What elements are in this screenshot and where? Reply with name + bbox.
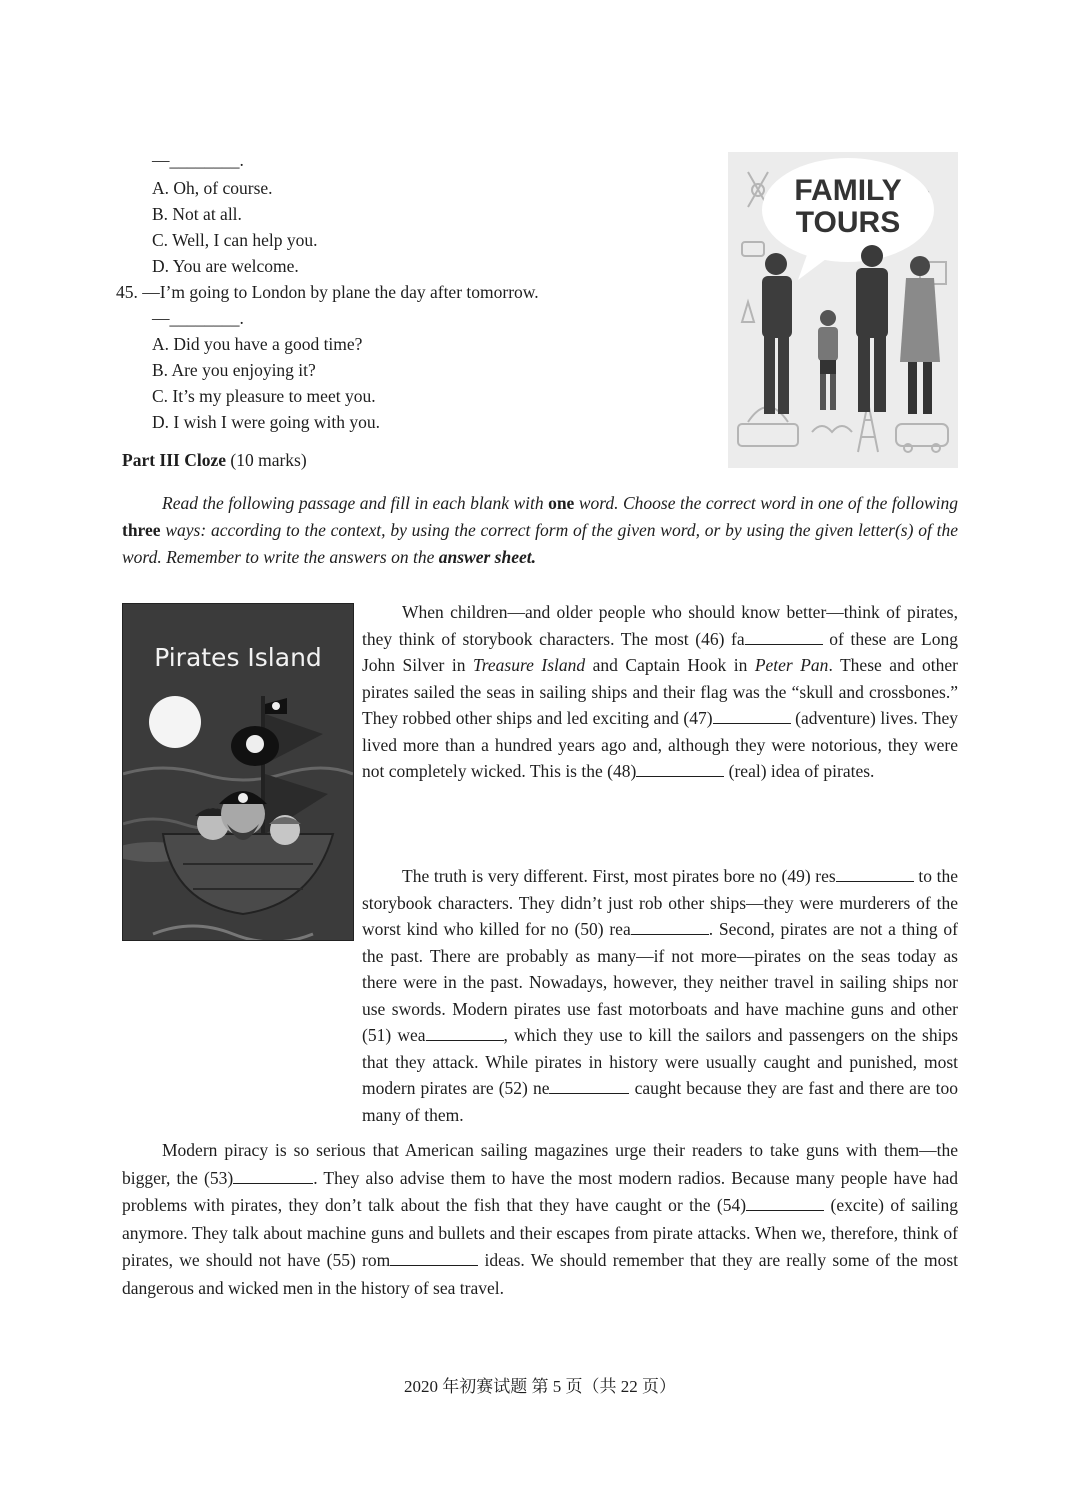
cloze-instructions: Read the following passage and fill in each blank with one word. Choose the correct word in one of the following three ways: according to the context, by using the correct form of the given word, or by using the given letter(s) of the word. Remember to write the answers on the answer sheet.: [122, 493, 958, 567]
paragraph-2-wrap: The truth is very different. First, most pirates bore no (49) res to the storybook characters. They didn’t just rob other ships—they were murderers of the worst kind who killed for no (50) rea . Second, pirates are not a thing of the past. There are probably as many—if not more—pirates on the seas today as there were in the past. Nowadays, however, they neither travel in sailing ships nor use swords. Modern pirates use fast motorboats and have machine guns and other (51) wea , which they use to kill the sailors and passengers on the ships that they attack. While pirates in history were usually caught and punished, most modern pirates are (52) ne caught because they are fast and there are too many of them.: [362, 866, 959, 1125]
q44-option-d: D. You are welcome.: [152, 256, 299, 276]
part-3-title: Part III Cloze: [122, 450, 227, 470]
blank-48[interactable]: [636, 775, 724, 777]
q45-prompt: 45. —I’m going to London by plane the day after tomorrow.: [116, 282, 539, 302]
q44-option-a: A. Oh, of course.: [152, 178, 273, 198]
blank-53[interactable]: [233, 1182, 313, 1184]
family-tours-illustration: [728, 152, 958, 468]
passage-para-3: [122, 1137, 958, 1303]
passage-top: [362, 599, 958, 785]
q45-option-c: C. It’s my pleasure to meet you.: [152, 386, 376, 406]
blank-50[interactable]: [631, 933, 709, 935]
blank-46[interactable]: [745, 643, 823, 645]
blank-47[interactable]: [713, 722, 791, 724]
family-tours-drawing: [728, 152, 958, 468]
passage-bottom: [122, 863, 958, 1128]
q45-option-b: B. Are you enjoying it?: [152, 360, 316, 380]
blank-52[interactable]: [549, 1092, 629, 1094]
pirates-title: Pirates Island: [154, 643, 322, 672]
family-title-line2: TOURS: [795, 206, 901, 239]
q44-option-c: C. Well, I can help you.: [152, 230, 318, 250]
blank-49[interactable]: [836, 880, 914, 882]
q45-option-d: D. I wish I were going with you.: [152, 412, 380, 432]
blank-55[interactable]: [390, 1264, 478, 1266]
blank-54[interactable]: [746, 1209, 824, 1211]
part-3-marks: (10 marks): [230, 450, 307, 470]
q45-answer-blank: —________.: [152, 308, 244, 328]
page-footer: 2020 年初赛试题 第 5 页（共 22 页）: [404, 1377, 676, 1396]
q44-answer-blank: —________.: [152, 150, 244, 170]
family-title-line1: FAMILY: [794, 174, 902, 207]
q45-option-a: A. Did you have a good time?: [152, 334, 363, 354]
q44-option-b: B. Not at all.: [152, 204, 242, 224]
paragraph-1: When children—and older people who should know better—think of pirates, they think of storybook characters. The most (46) fa of these are Long John Silver in Treasure Island and Captain Hook in Peter Pan. These and other pirates sailed the seas in sailing ships and their flag was the “skull and crossbones.” They robbed other ships and led exciting and (47) (adventure) lives. They lived more than a hundred years ago and, although they were notorious, they were not completely wicked. This is the (48) (real) idea of pirates.: [362, 602, 958, 781]
blank-51[interactable]: [426, 1039, 504, 1041]
part-3-heading: [122, 450, 307, 471]
paragraph-3: Modern piracy is so serious that American sailing magazines urge their readers to take guns with them—the bigger, the (53) . They also advise them to have the most modern radios. Because many people have had problems with pirates, they don’t talk about the fish that they have caught or the (54) (excite) of sailing anymore. They talk about machine guns and bullets and their escapes from pirate attacks. When we, therefore, think of pirates, we should not have (55) rom ideas. We should remember that they are really some of the most dangerous and wicked men in the history of sea travel.: [122, 1140, 958, 1298]
